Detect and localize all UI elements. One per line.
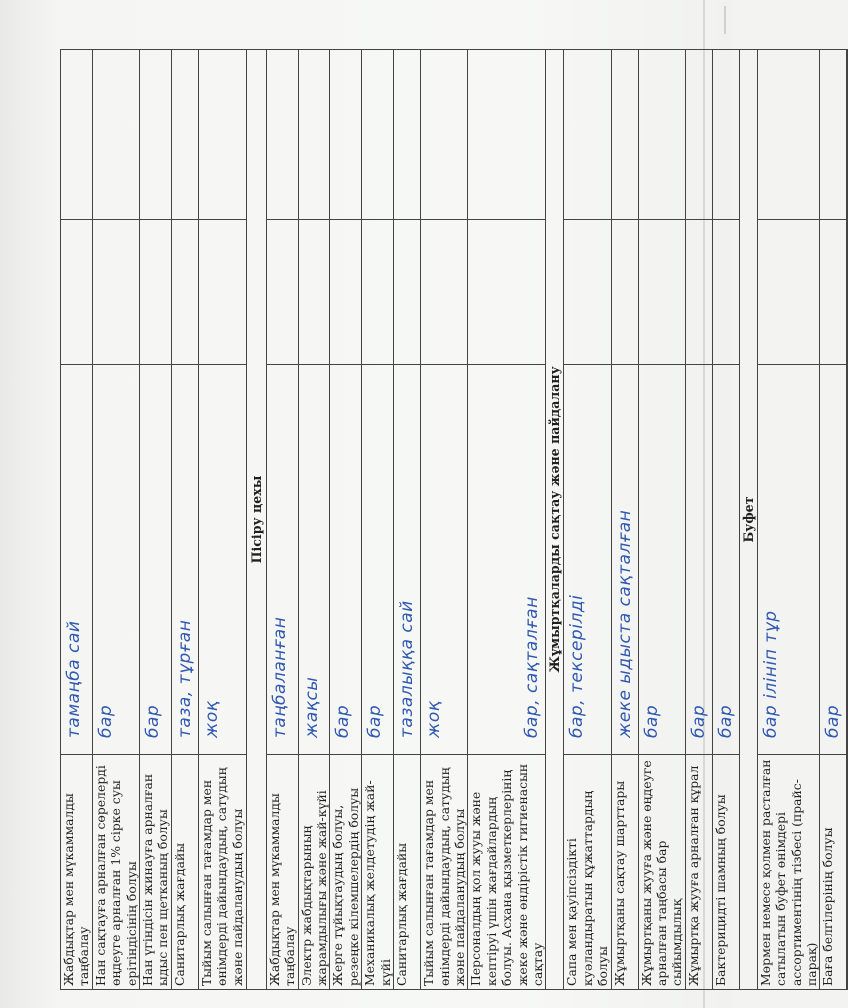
empty-cell [611,49,638,219]
empty-cell [330,219,362,364]
handwritten-value: тамаңба сай [61,364,93,754]
handwritten-value: бар [362,364,394,754]
table-row [171,49,198,989]
empty-cell [820,49,847,219]
section-header-row [739,49,757,989]
empty-cell [638,49,685,219]
table-row [140,49,172,989]
handwritten-value: бар [140,364,172,754]
empty-cell [564,219,611,364]
empty-cell [394,49,421,219]
inspection-table [60,49,848,990]
table-row [330,49,362,989]
empty-cell [638,219,685,364]
empty-cell [468,49,546,219]
table-row [298,49,330,989]
empty-cell [712,49,739,219]
row-label: Бактерицидті шамның болуы [712,755,739,990]
empty-cell [757,49,820,219]
table-row [564,49,611,989]
row-label: Жерге тұйықтаудың болуы, резеңке кілемшелердің болуы [330,755,362,990]
handwritten-value: бар ілініп тұр [757,364,820,754]
table-row [421,49,468,989]
empty-cell [421,49,468,219]
empty-cell [362,49,394,219]
table-row [712,49,739,989]
row-label: Санитарлық жағдайы [394,755,421,990]
row-label: Жабдықтар мен мүкаммалды таңбалау [61,755,93,990]
handwritten-value: бар [638,364,685,754]
table-row [266,49,298,989]
row-label: Баға белгілерінің болуы [820,755,847,990]
row-label: Жұмыртқа жууға арналған құрал [685,755,712,990]
table-row [362,49,394,989]
row-label: Сапа мен қауіпсіздікті куәландыратын құжаттардың болуы [564,755,611,990]
table-row [820,49,847,989]
empty-cell [198,219,246,364]
handwritten-value: бар [685,364,712,754]
empty-cell [685,219,712,364]
table-row [198,49,246,989]
table-row [757,49,820,989]
empty-cell [61,49,93,219]
handwritten-value: бар [92,364,139,754]
empty-cell [266,219,298,364]
row-label: Нан үгіндісін жинауға арналған ыдыс пен щетканың болуы [140,755,172,990]
row-label: Персоналдың қол жууы және кептіруі үшін жағдайлардың болуы. Асхана қызметкерлерінің жеке және өндірістік гигиенасын сақтау [468,755,546,990]
empty-cell [820,219,847,364]
table-row [394,49,421,989]
handwritten-value: жоқ [198,364,246,754]
handwritten-value: бар [712,364,739,754]
table-row [685,49,712,989]
row-label: Нан сақтауға арналған сөрелерді өңдеуге арналған 1% сірке суы ерітіндісінің болуы [92,755,139,990]
section-title-eggs: Жұмыртқаларды сақтау және пайдалану [546,49,564,989]
row-label: Санитарлық жағдайы [171,755,198,990]
empty-cell [757,219,820,364]
empty-cell [171,49,198,219]
empty-cell [92,49,139,219]
empty-cell [712,219,739,364]
row-label: Тыйым салынған тағамдар мен өнімдерді дайындаудың, сатудың және пайдаланудың болуы [198,755,246,990]
empty-cell [611,219,638,364]
handwritten-value: жоқ [421,364,468,754]
empty-cell [564,49,611,219]
row-label: Электр жабдықтарының жарамдылығы және жай-күйі [298,755,330,990]
handwritten-value: жақсы [298,364,330,754]
handwritten-value: бар, сақталған [468,364,546,754]
empty-cell [61,219,93,364]
row-label: Мөрмен немесе қолмен расталған сатылатын буфет өнімдері ассортиментінің тізбесі (прайс-парақ) [757,755,820,990]
empty-cell [266,49,298,219]
empty-cell [394,219,421,364]
empty-cell [198,49,246,219]
empty-cell [421,219,468,364]
handwritten-value: тазалыққа сай [394,364,421,754]
table-row [61,49,93,989]
table-row [611,49,638,989]
handwritten-value: таза, тұрған [171,364,198,754]
row-label: Механикалық желдетудің жай-күйі [362,755,394,990]
empty-cell [685,49,712,219]
table-row [638,49,685,989]
rotated-table-wrapper [60,50,844,990]
handwritten-value: бар [330,364,362,754]
section-title-piser: Пісіру цехы [246,49,266,989]
row-label: Тыйым салынған тағамдар мен өнімдерді дайындаудың, сатудың және пайдаланудың болуы [421,755,468,990]
row-label: Жұмыртқаны сақтау шарттары [611,755,638,990]
handwritten-value: таңбаланған [266,364,298,754]
handwritten-value: бар [820,364,847,754]
section-header-row [246,49,266,989]
table-row [92,49,139,989]
row-label: Жабдықтар мен мүкаммалды таңбалау [266,755,298,990]
empty-cell [140,49,172,219]
row-label: Жұмыртқаны жууға және өңдеуге арналған таңбасы бар сыйымдылық [638,755,685,990]
table-row [468,49,546,989]
empty-cell [92,219,139,364]
empty-cell [468,219,546,364]
empty-cell [140,219,172,364]
empty-cell [298,49,330,219]
section-header-row [546,49,564,989]
section-title-bufet: Буфет [739,49,757,989]
empty-cell [362,219,394,364]
empty-cell [330,49,362,219]
empty-cell [171,219,198,364]
handwritten-value: бар, тексерілді [564,364,611,754]
binding-mark [708,6,726,34]
empty-cell [298,219,330,364]
handwritten-value: жеке ыдыста сақталған [611,364,638,754]
